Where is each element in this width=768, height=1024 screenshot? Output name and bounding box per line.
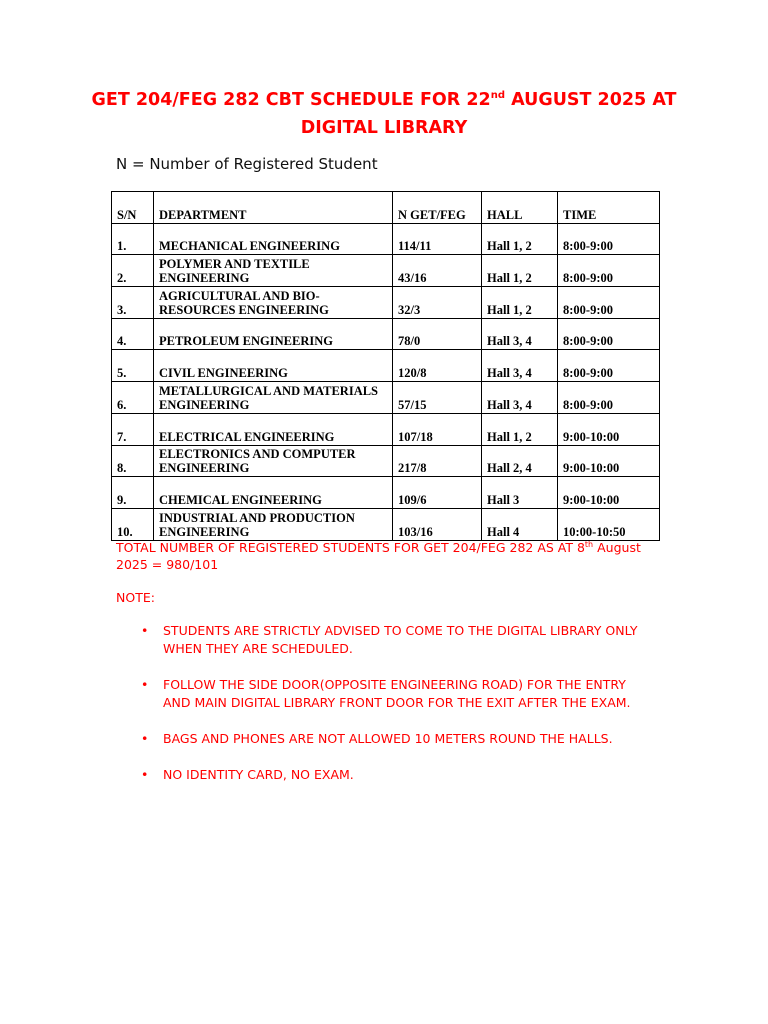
table-row xyxy=(112,350,660,382)
cell-time: 8:00-9:00 xyxy=(558,350,660,382)
note-text: BAGS AND PHONES ARE NOT ALLOWED 10 METERS ROUND THE HALLS. xyxy=(163,731,613,746)
header-time: TIME xyxy=(558,192,660,224)
note-item xyxy=(0,730,653,748)
cell-dept: MECHANICAL ENGINEERING xyxy=(154,223,393,255)
table-row xyxy=(112,255,660,287)
table-row xyxy=(112,445,660,477)
cell-time: 9:00-10:00 xyxy=(558,413,660,445)
cell-sn: 4. xyxy=(112,318,154,350)
cell-n: 43/16 xyxy=(393,255,482,287)
table-row xyxy=(112,413,660,445)
table-row xyxy=(112,287,660,319)
title-line-2: DIGITAL LIBRARY xyxy=(300,118,468,138)
cell-time: 10:00-10:50 xyxy=(558,508,660,540)
notes-list xyxy=(0,622,653,802)
cell-dept: ELECTRONICS AND COMPUTER ENGINEERING xyxy=(154,445,393,477)
schedule-table xyxy=(111,191,660,541)
header-department: DEPARTMENT xyxy=(154,192,393,224)
cell-hall: Hall 2, 4 xyxy=(482,445,558,477)
cell-n: 32/3 xyxy=(393,287,482,319)
title-line-1: GET 204/FEG 282 CBT SCHEDULE FOR 22nd AUGUST 2025 AT xyxy=(91,90,677,110)
note-item xyxy=(0,622,653,658)
cell-time: 9:00-10:00 xyxy=(558,477,660,509)
cell-n: 114/11 xyxy=(393,223,482,255)
note-item xyxy=(0,676,653,712)
cell-dept: CIVIL ENGINEERING xyxy=(154,350,393,382)
note-text: STUDENTS ARE STRICTLY ADVISED TO COME TO THE DIGITAL LIBRARY ONLY WHEN THEY ARE SCHEDULED. xyxy=(163,623,638,656)
cell-n: 109/6 xyxy=(393,477,482,509)
cell-n: 78/0 xyxy=(393,318,482,350)
cell-hall: Hall 3, 4 xyxy=(482,382,558,414)
cell-sn: 10. xyxy=(112,508,154,540)
bullet-icon: • xyxy=(141,767,149,782)
bullet-icon: • xyxy=(141,677,149,692)
note-item xyxy=(0,766,653,784)
table-row xyxy=(112,318,660,350)
cell-sn: 1. xyxy=(112,223,154,255)
subtitle: N = Number of Registered Student xyxy=(116,155,378,173)
cell-sn: 6. xyxy=(112,382,154,414)
table-header-row xyxy=(112,192,660,224)
cell-hall: Hall 1, 2 xyxy=(482,223,558,255)
cell-n: 120/8 xyxy=(393,350,482,382)
cell-sn: 7. xyxy=(112,413,154,445)
cell-dept: INDUSTRIAL AND PRODUCTION ENGINEERING xyxy=(154,508,393,540)
cell-time: 8:00-9:00 xyxy=(558,318,660,350)
note-label: NOTE: xyxy=(116,590,155,605)
cell-dept: POLYMER AND TEXTILE ENGINEERING xyxy=(154,255,393,287)
cell-hall: Hall 3 xyxy=(482,477,558,509)
header-sn: S/N xyxy=(112,192,154,224)
page-title xyxy=(80,86,688,142)
cell-hall: Hall 1, 2 xyxy=(482,255,558,287)
cell-time: 8:00-9:00 xyxy=(558,287,660,319)
cell-sn: 2. xyxy=(112,255,154,287)
cell-time: 9:00-10:00 xyxy=(558,445,660,477)
note-text: FOLLOW THE SIDE DOOR(OPPOSITE ENGINEERING ROAD) FOR THE ENTRY AND MAIN DIGITAL LIBRARY FRONT DOOR FOR THE EXIT AFTER THE EXAM. xyxy=(163,677,631,710)
cell-hall: Hall 3, 4 xyxy=(482,318,558,350)
cell-hall: Hall 1, 2 xyxy=(482,413,558,445)
cell-n: 217/8 xyxy=(393,445,482,477)
cell-dept: METALLURGICAL AND MATERIALS ENGINEERING xyxy=(154,382,393,414)
note-text: NO IDENTITY CARD, NO EXAM. xyxy=(163,767,354,782)
bullet-icon: • xyxy=(141,623,149,638)
cell-sn: 8. xyxy=(112,445,154,477)
cell-hall: Hall 3, 4 xyxy=(482,350,558,382)
cell-sn: 9. xyxy=(112,477,154,509)
header-hall: HALL xyxy=(482,192,558,224)
cell-dept: PETROLEUM ENGINEERING xyxy=(154,318,393,350)
cell-sn: 3. xyxy=(112,287,154,319)
cell-time: 8:00-9:00 xyxy=(558,382,660,414)
bullet-icon: • xyxy=(141,731,149,746)
cell-n: 107/18 xyxy=(393,413,482,445)
table-row xyxy=(112,223,660,255)
total-registered: TOTAL NUMBER OF REGISTERED STUDENTS FOR GET 204/FEG 282 AS AT 8th August 2025 = 980/101 xyxy=(116,540,641,572)
cell-hall: Hall 4 xyxy=(482,508,558,540)
cell-dept: CHEMICAL ENGINEERING xyxy=(154,477,393,509)
table-row xyxy=(112,382,660,414)
cell-hall: Hall 1, 2 xyxy=(482,287,558,319)
cell-dept: ELECTRICAL ENGINEERING xyxy=(154,413,393,445)
cell-dept: AGRICULTURAL AND BIO-RESOURCES ENGINEERING xyxy=(154,287,393,319)
cell-sn: 5. xyxy=(112,350,154,382)
table-row xyxy=(112,477,660,509)
cell-time: 8:00-9:00 xyxy=(558,223,660,255)
cell-time: 8:00-9:00 xyxy=(558,255,660,287)
header-n: N GET/FEG xyxy=(393,192,482,224)
cell-n: 103/16 xyxy=(393,508,482,540)
table-row xyxy=(112,508,660,540)
cell-n: 57/15 xyxy=(393,382,482,414)
